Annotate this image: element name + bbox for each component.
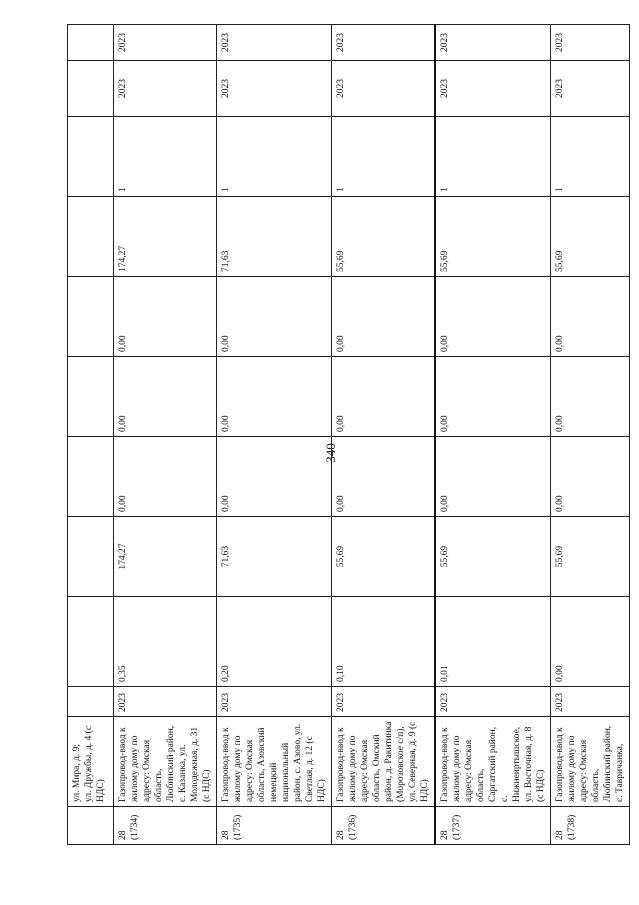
cell-c8: 0,00 (435, 277, 551, 357)
cell-year: 2023 (551, 687, 630, 717)
cell-c6: 0,00 (435, 437, 551, 517)
cell-c6: 0,00 (332, 437, 436, 517)
cell-id: 28 (1738) (551, 807, 630, 845)
cell-c10: 1 (217, 117, 332, 197)
table-row (332, 25, 436, 845)
cell-c4: 0,35 (114, 597, 217, 687)
cell-c5: 55,69 (551, 517, 630, 597)
cell-c7: 0,00 (551, 357, 630, 437)
table-row (114, 25, 217, 845)
cell-c5: 55,69 (435, 517, 551, 597)
cell-c12: 2023 (435, 25, 551, 61)
cell-c8: 0,00 (114, 277, 217, 357)
cell-c5: 174,27 (114, 517, 217, 597)
cell-c9: 174,27 (114, 197, 217, 277)
cell-c11: 2023 (217, 61, 332, 117)
cell-c10: 1 (551, 117, 630, 197)
cell-c6: 0,00 (114, 437, 217, 517)
cell-c4: 0,00 (551, 597, 630, 687)
cell-description: Газопровод-ввод к жилому дому по адресу: Омская область, Азовский немецкий национальный район, с. Азово, ул. Светлая, д. 12 (с НДС) (217, 717, 332, 807)
cell-c9: 55,69 (435, 197, 551, 277)
cell-c5: 71,63 (217, 517, 332, 597)
cell-c6: 0,00 (551, 437, 630, 517)
cell-year: 2023 (435, 687, 551, 717)
cell-c11: 2023 (114, 61, 217, 117)
cell-c4: 0,20 (217, 597, 332, 687)
cell-id: 28 (1734) (114, 807, 217, 845)
cell-c4: 0,01 (435, 597, 551, 687)
page-number-text: 340 (323, 443, 338, 463)
cell-c11: 2023 (332, 61, 436, 117)
cell-c12: 2023 (332, 25, 436, 61)
cell-c7: 0,00 (435, 357, 551, 437)
table-row-continuation (68, 25, 114, 845)
cell-c9: 55,69 (551, 197, 630, 277)
cell-id: 28 (1735) (217, 807, 332, 845)
cell-c4: 0,10 (332, 597, 436, 687)
cell-c12: 2023 (114, 25, 217, 61)
cell-c10: 1 (332, 117, 436, 197)
cell-id (68, 807, 114, 845)
cell-c12: 2023 (551, 25, 630, 61)
investment-table-container (67, 25, 625, 845)
cell-c8: 0,00 (217, 277, 332, 357)
cell-c8: 0,00 (332, 277, 436, 357)
cell-c12: 2023 (217, 25, 332, 61)
cell-c7: 0,00 (332, 357, 436, 437)
investment-table (67, 24, 630, 845)
cell-year: 2023 (332, 687, 436, 717)
table-row (551, 25, 630, 845)
cell-c10: 1 (435, 117, 551, 197)
table-row (217, 25, 332, 845)
cell-description: ул. Мира, д. 9; ул. Дружбы, д. 4 (с НДС) (68, 717, 114, 807)
cell-description: Газопровод-ввод к жилому дому по адресу: Омская область, Саргатский район, с. Нижнеиртышское, ул. Восточная, д. 8 (с НДС) (435, 717, 551, 807)
cell-c9: 55,69 (332, 197, 436, 277)
cell-c11: 2023 (551, 61, 630, 117)
cell-year: 2023 (217, 687, 332, 717)
cell-c6: 0,00 (217, 437, 332, 517)
cell-c7: 0,00 (217, 357, 332, 437)
cell-c11: 2023 (435, 61, 551, 117)
cell-c9: 71,63 (217, 197, 332, 277)
cell-description: Газопровод-ввод к жилому дому по адресу: Омская область, Любинский район, с. Казанка, ул. Молодежная, д. 31 (с НДС) (114, 717, 217, 807)
cell-description: Газопровод-ввод к жилому дому по адресу: Омская область, Омский район, д. Ракитинка (Морозовское с/п), ул. Северная, д. 9 (с НДС) (332, 717, 436, 807)
cell-c10: 1 (114, 117, 217, 197)
cell-description: Газопровод-ввод к жилому дому по адресу: Омская область, Любинский район, с. Тавричанка, (551, 717, 630, 807)
cell-c8: 0,00 (551, 277, 630, 357)
cell-c7: 0,00 (114, 357, 217, 437)
cell-id: 28 (1736) (332, 807, 436, 845)
table-row (435, 25, 551, 845)
cell-year: 2023 (114, 687, 217, 717)
cell-c5: 55,69 (332, 517, 436, 597)
cell-id: 28 (1737) (435, 807, 551, 845)
